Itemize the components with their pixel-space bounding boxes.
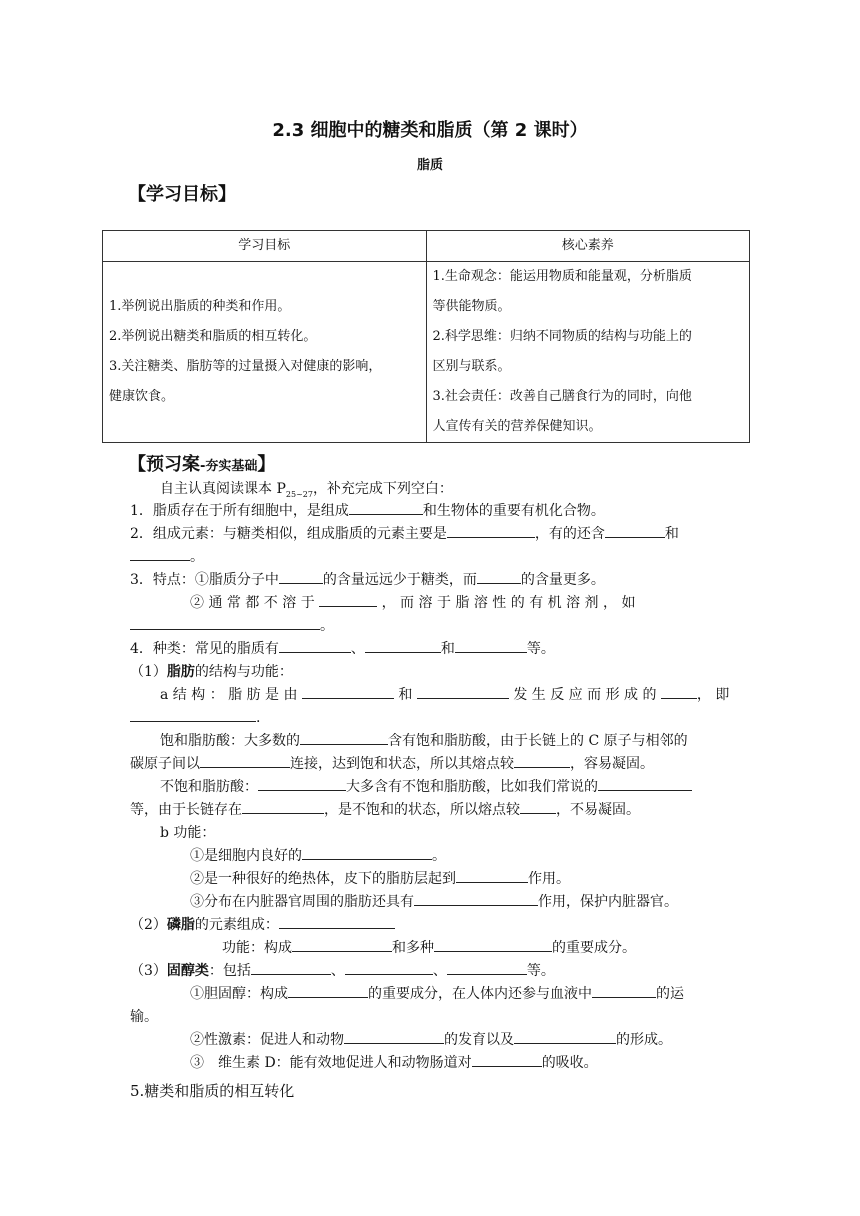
q-text: ，有的还含 <box>534 526 605 542</box>
phospholipid-function <box>222 937 636 957</box>
q-text: 1．脂质存在于所有细胞中，是组成 <box>130 503 349 519</box>
q-text: 等，由于长链存在 <box>130 802 242 818</box>
question-4 <box>130 638 555 658</box>
q-text: 等。 <box>526 963 555 979</box>
fill-blank[interactable] <box>292 937 392 952</box>
goals-table <box>102 230 750 443</box>
literacy-item: 3.社会责任：改善自己膳食行为的同时，向他 <box>432 389 692 404</box>
question-3-2 <box>190 592 635 612</box>
fat-function-label: b 功能： <box>160 825 216 841</box>
fill-blank[interactable] <box>598 776 692 791</box>
fill-blank[interactable] <box>605 523 665 538</box>
q-text: ①胆固醇：构成 <box>190 986 288 1002</box>
fill-blank[interactable] <box>345 960 433 975</box>
goal-item: 1.举例说出脂质的种类和作用。 <box>109 299 291 314</box>
q-text: 、 <box>330 963 345 979</box>
saturated-fa <box>160 730 688 750</box>
fill-blank[interactable] <box>130 615 320 630</box>
q-text: 等。 <box>526 641 555 657</box>
intro-text: 自主认真阅读课本 P <box>160 481 286 497</box>
q-text: 作用。 <box>528 871 570 887</box>
fill-blank[interactable] <box>319 592 377 607</box>
q-text: 的发育以及 <box>444 1032 514 1048</box>
goals-col2-cell <box>426 262 750 443</box>
question-5: 5.糖类和脂质的相互转化 <box>130 1082 295 1100</box>
unsaturated-fa-cont <box>130 799 640 819</box>
q-text: ，不易凝固。 <box>556 802 640 818</box>
fill-blank[interactable] <box>251 960 331 975</box>
q-text: ②是一种很好的绝热体，皮下的脂肪层起到 <box>190 871 456 887</box>
fill-blank[interactable] <box>447 960 527 975</box>
q-text: 碳原子间以 <box>130 756 200 772</box>
q-text: 和 <box>664 526 679 542</box>
intro-line <box>160 478 453 499</box>
fill-blank[interactable] <box>302 684 394 699</box>
goals-col2-header: 核心素养 <box>426 231 750 262</box>
intro-page-range: 25~27 <box>285 489 313 499</box>
q-text: 的形成。 <box>616 1032 672 1048</box>
goal-item: 健康饮食。 <box>109 389 175 404</box>
q-text: 的运 <box>656 986 684 1002</box>
question-2 <box>130 523 679 543</box>
fill-blank[interactable] <box>344 1029 444 1044</box>
fill-blank[interactable] <box>514 753 570 768</box>
question-1 <box>130 500 605 520</box>
literacy-item: 区别与联系。 <box>432 359 511 374</box>
fill-blank[interactable] <box>258 776 346 791</box>
q-text: 的吸收。 <box>541 1055 598 1071</box>
intro-text: ，补充完成下列空白： <box>312 481 453 497</box>
q-text: ，容易凝固。 <box>570 756 654 772</box>
fill-blank[interactable] <box>456 868 528 883</box>
preview-heading <box>128 450 275 476</box>
goal-item: 3.关注糖类、脂肪等的过量摄入对健康的影响， <box>109 359 382 374</box>
q-text: 大多含有不饱和脂肪酸，比如我们常说的 <box>346 779 598 795</box>
fill-blank[interactable] <box>514 1029 616 1044</box>
fill-blank[interactable] <box>242 799 324 814</box>
q-text: ，是不饱和的状态，所以熔点较 <box>324 802 520 818</box>
fill-blank[interactable] <box>447 523 535 538</box>
q-text: 饱和脂肪酸：大多数的 <box>160 733 300 749</box>
goals-col1-cell <box>103 262 427 443</box>
saturated-fa-cont <box>130 753 654 773</box>
q-text: 和 <box>440 641 455 657</box>
q-text: 发 生 反 应 而 形 成 的 <box>513 687 657 703</box>
part-3-heading <box>130 960 555 980</box>
page-subtitle: 脂质 <box>416 158 443 173</box>
q-text: 的含量更多。 <box>520 572 605 588</box>
fill-blank[interactable] <box>279 638 351 653</box>
q-text: （3） <box>130 963 167 979</box>
q-text: ：包括 <box>208 963 251 979</box>
q-text: 和生物体的重要有机化合物。 <box>422 503 605 519</box>
part-2-heading <box>130 914 395 934</box>
q-text: ③ 维生素 D：能有效地促进人和动物肠道对 <box>190 1055 472 1071</box>
fill-blank[interactable] <box>365 638 441 653</box>
fill-blank[interactable] <box>300 730 388 745</box>
function-2 <box>190 868 570 888</box>
q-text: 的结构与功能： <box>194 664 293 680</box>
goals-col1-header: 学习目标 <box>103 231 427 262</box>
fill-blank[interactable] <box>661 684 697 699</box>
question-3-2-cont <box>130 615 334 635</box>
fill-blank[interactable] <box>130 546 190 561</box>
question-3 <box>130 569 605 589</box>
q-text: ①是细胞内良好的 <box>190 848 302 864</box>
fill-blank[interactable] <box>279 914 395 929</box>
q-text: 2．组成元素：与糖类相似，组成脂质的元素主要是 <box>130 526 447 542</box>
q-text: 的重要成分。 <box>552 940 636 956</box>
fill-blank[interactable] <box>592 983 656 998</box>
q-text: 和多种 <box>392 940 434 956</box>
fill-blank[interactable] <box>288 983 368 998</box>
literacy-item: 2.科学思维：归纳不同物质的结构与功能上的 <box>432 329 692 344</box>
vitamin-d <box>190 1052 598 1072</box>
q-text: 。 <box>190 549 204 565</box>
q-text: 的元素组成： <box>194 917 279 933</box>
fill-blank[interactable] <box>520 799 556 814</box>
q-text: ② 通 常 都 不 溶 于 <box>190 595 315 611</box>
function-1 <box>190 845 446 865</box>
q-text: 不饱和脂肪酸： <box>160 779 258 795</box>
keyword-fat: 脂肪 <box>166 664 195 680</box>
fill-blank[interactable] <box>472 1052 542 1067</box>
q-text: 4．种类：常见的脂质有 <box>130 641 279 657</box>
part-1-heading <box>130 661 293 681</box>
q-text: 的重要成分，在人体内还参与血液中 <box>368 986 592 1002</box>
sex-hormone <box>190 1029 672 1049</box>
literacy-item: 1.生命观念：能运用物质和能量观，分析脂质 <box>432 269 692 284</box>
function-3 <box>190 891 678 911</box>
fill-blank[interactable] <box>279 569 323 584</box>
q-text: a 结 构 ： 脂 肪 是 由 <box>160 687 298 703</box>
q-text: （1） <box>130 664 167 680</box>
preview-heading-main: 【预习案 <box>128 454 200 475</box>
preview-heading-end: 】 <box>257 454 276 475</box>
fill-blank[interactable] <box>417 684 509 699</box>
keyword-phospholipid: 磷脂 <box>166 917 195 933</box>
fill-blank[interactable] <box>130 707 256 722</box>
fill-blank[interactable] <box>455 638 527 653</box>
fill-blank[interactable] <box>302 845 432 860</box>
q-text: ， 即 <box>696 687 730 703</box>
q-text: （2） <box>130 917 167 933</box>
q-text: 、 <box>432 963 447 979</box>
q-text: . <box>256 710 261 726</box>
literacy-item: 人宣传有关的营养保健知识。 <box>432 419 602 434</box>
fat-structure <box>160 684 729 704</box>
q-text: 、 <box>350 641 365 657</box>
unsaturated-fa <box>160 776 692 796</box>
q-text: ②性激素：促进人和动物 <box>190 1032 344 1048</box>
q-text: 连接，达到饱和状态，所以其熔点较 <box>290 756 514 772</box>
page-title: 2.3 细胞中的糖类和脂质（第 2 课时） <box>272 120 588 141</box>
q-text: 。 <box>432 848 446 864</box>
q-text: 和 <box>398 687 413 703</box>
fill-blank[interactable] <box>477 569 521 584</box>
q-text: ③分布在内脏器官周围的脂肪还具有 <box>190 894 414 910</box>
fill-blank[interactable] <box>349 500 423 515</box>
q-text: 的含量远远少于糖类，而 <box>322 572 477 588</box>
q-text: 含有饱和脂肪酸，由于长链上的 C 原子与相邻的 <box>388 733 688 749</box>
cholesterol <box>190 983 684 1003</box>
fat-structure-cont <box>130 707 260 726</box>
fill-blank[interactable] <box>414 891 538 906</box>
literacy-item: 等供能物质。 <box>432 299 511 314</box>
cholesterol-cont: 输。 <box>130 1009 158 1025</box>
question-2-cont <box>130 546 204 566</box>
q-text: 功能：构成 <box>222 940 292 956</box>
q-text: 3．特点：①脂质分子中 <box>130 572 279 588</box>
fill-blank[interactable] <box>200 753 290 768</box>
goal-item: 2.举例说出糖类和脂质的相互转化。 <box>109 329 317 344</box>
q-text: 作用，保护内脏器官。 <box>538 894 678 910</box>
fill-blank[interactable] <box>434 937 552 952</box>
preview-heading-sub: -夯实基础 <box>200 459 258 474</box>
q-text: ， 而 溶 于 脂 溶 性 的 有 机 溶 剂 ， 如 <box>381 595 636 611</box>
goals-heading: 【学习目标】 <box>128 184 236 205</box>
keyword-sterols: 固醇类 <box>166 963 209 979</box>
q-text: 。 <box>320 618 334 634</box>
